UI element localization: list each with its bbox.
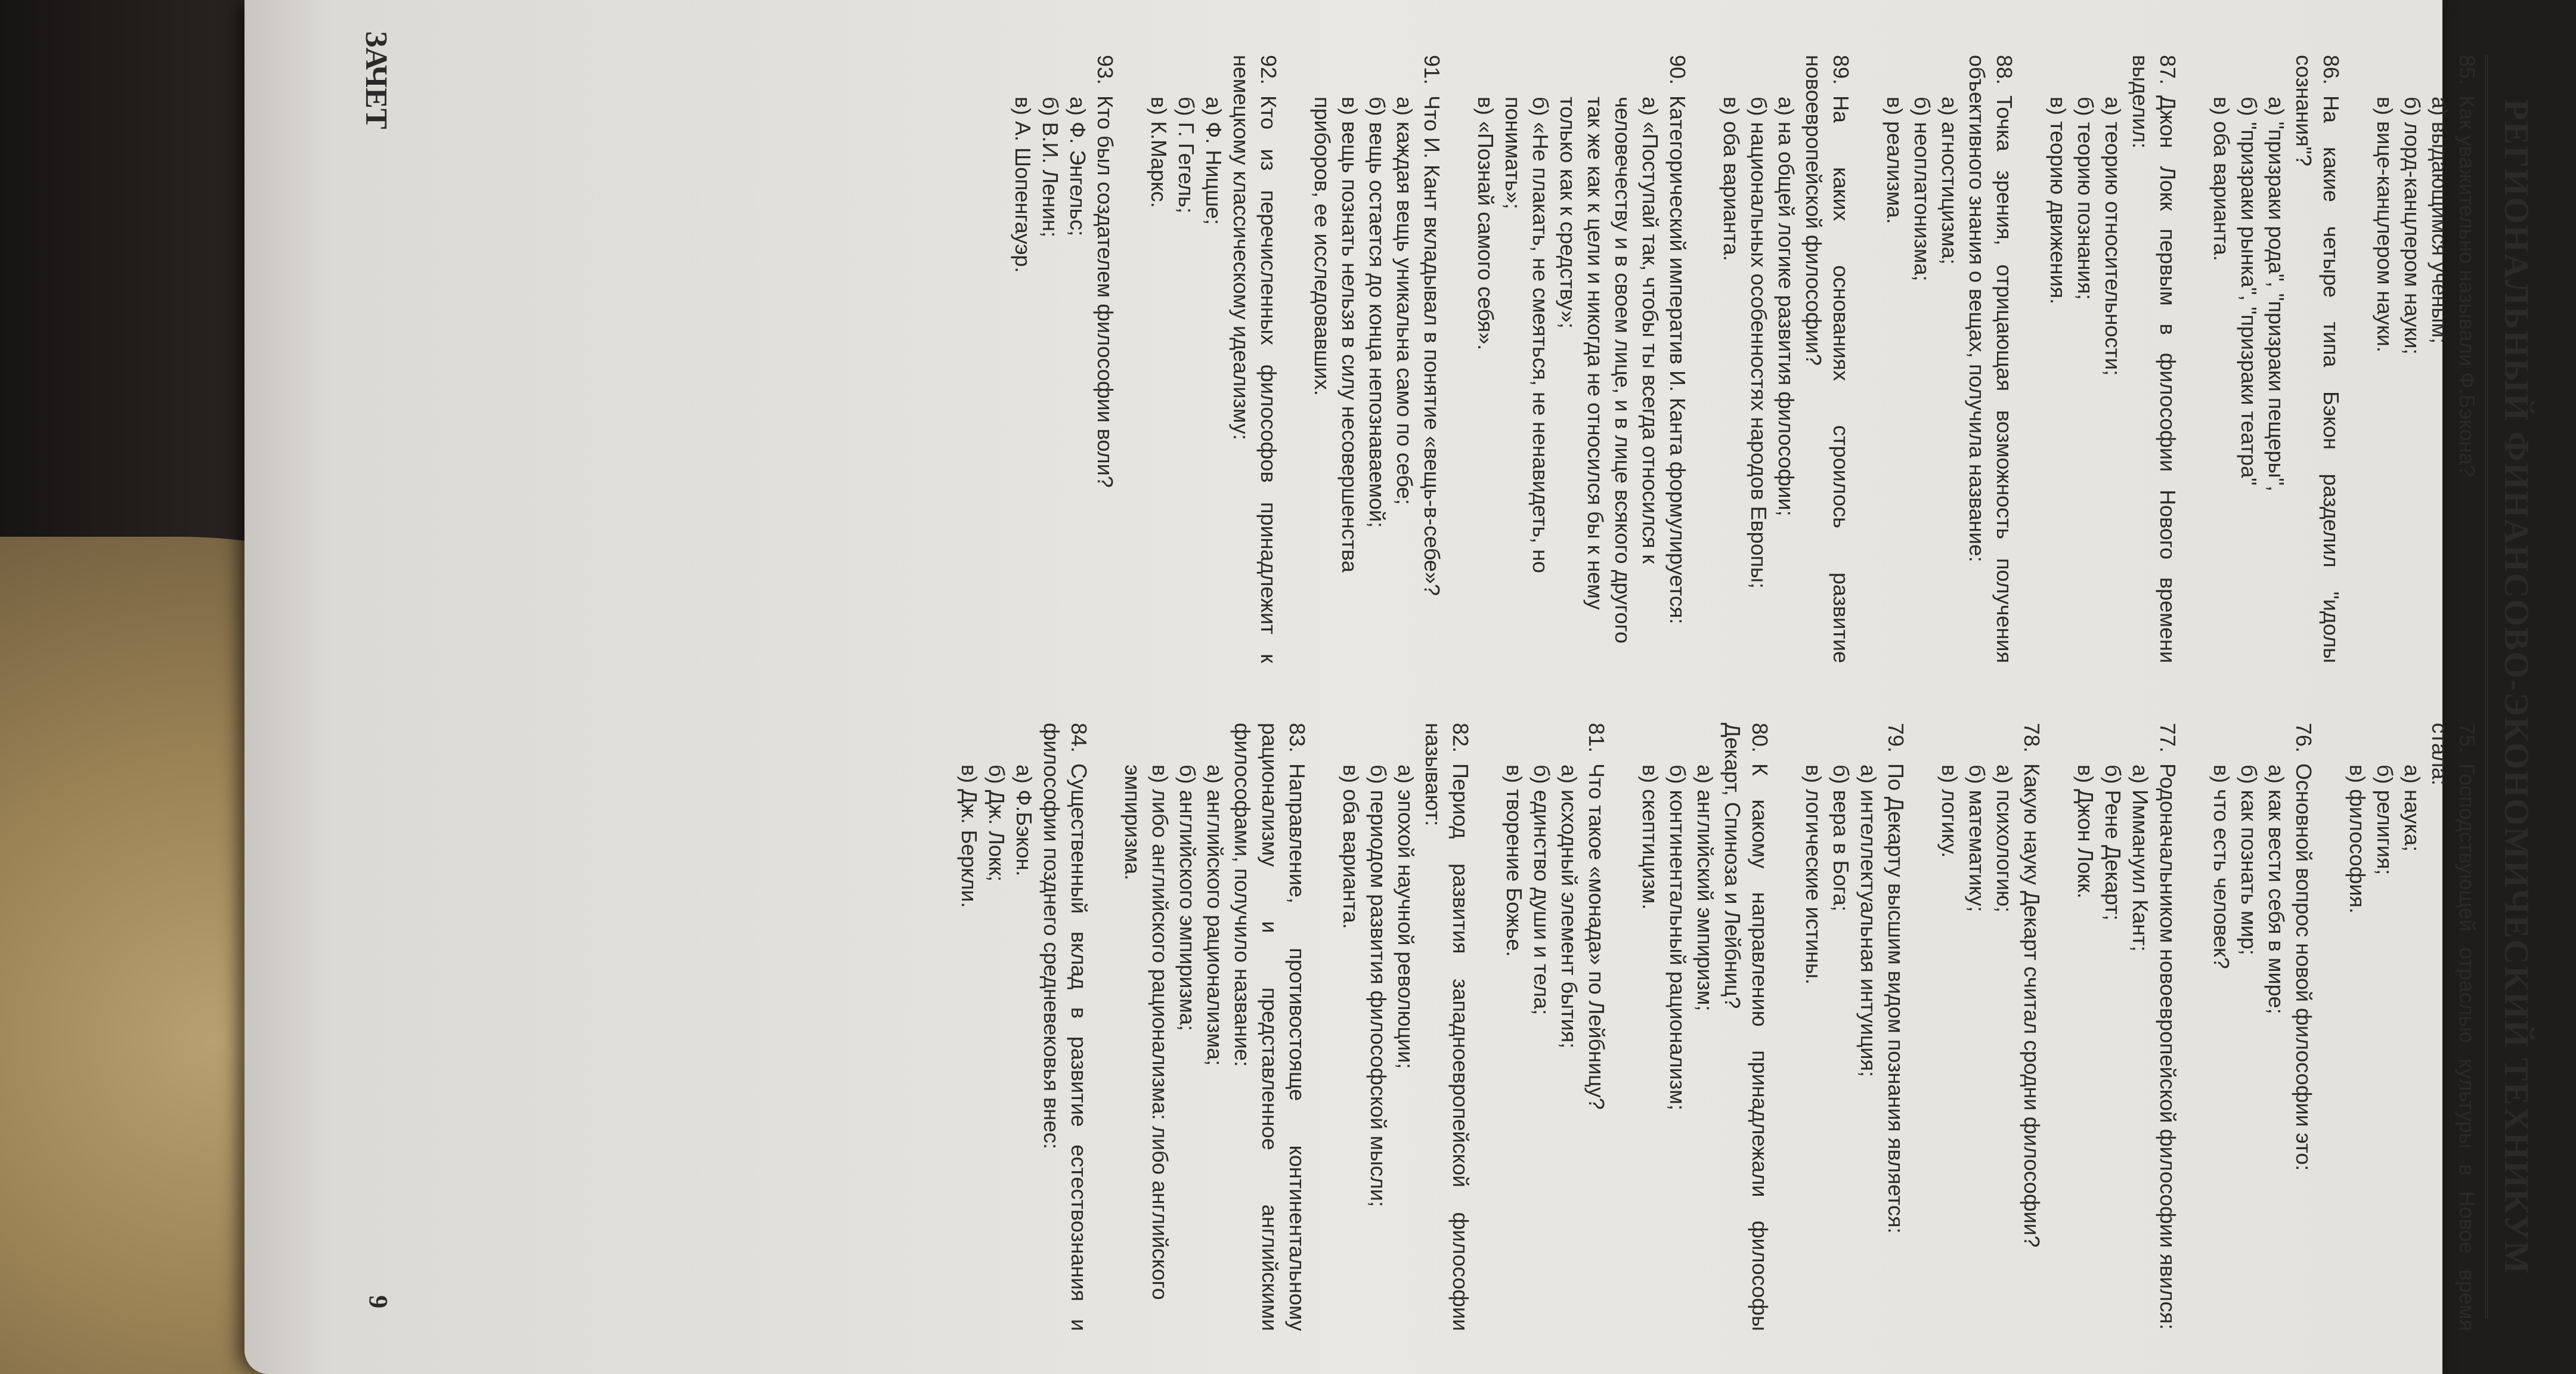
question-item — [955, 723, 1092, 1331]
question-text — [1583, 723, 1610, 1331]
answer-option: б) единство души и тела; — [1530, 765, 1554, 1016]
document-page — [244, 0, 2536, 1374]
answer-option: а) "призраки рода", "призраки пещеры", — [2264, 97, 2289, 492]
right-question-column — [983, 55, 2481, 663]
question-item — [1009, 55, 1119, 663]
question-prompt: Кто из перечисленных философов принадлежит к немецкому классическому идеализму: — [1229, 55, 1281, 663]
question-item — [1308, 55, 1445, 663]
section-label: ЗАЧЕТ — [359, 31, 393, 129]
answer-option: в) логику. — [1937, 765, 1962, 858]
answer-option: в) оба варианта. — [1339, 765, 1363, 929]
question-item — [1145, 55, 1282, 663]
question-text — [2290, 55, 2345, 663]
question-number: 87. — [2156, 55, 2180, 85]
answer-option: в) оба варианта. — [1719, 97, 1744, 261]
question-text — [2126, 55, 2181, 663]
answer-option: б) английского эмпиризма; — [1175, 765, 1200, 1031]
answer-option: б) неоплатонизма; — [1910, 97, 1934, 281]
question-item — [2044, 55, 2181, 663]
question-item — [1717, 55, 1854, 663]
page-header — [2485, 55, 2541, 1319]
question-number: 80. — [1748, 723, 1772, 753]
answer-option: в) Джон Локк. — [2073, 765, 2098, 899]
question-prompt: Направление, противостояще континентальному рационализму и представленное английскими философами, получило название: — [1230, 723, 1309, 1331]
answer-option: б) как познать мир; — [2237, 765, 2261, 955]
question-item — [2343, 723, 2481, 1331]
answer-option: б) лорд-канцлером науки; — [2400, 97, 2425, 355]
rotated-content — [322, 19, 2576, 1355]
answer-option: в) А. Шопенгауэр. — [1011, 97, 1035, 273]
question-prompt: Существенный вклад в развитие естествознания и философии позднего средневековья внес: — [1039, 723, 1091, 1331]
answer-option: б) математику; — [1965, 765, 1989, 912]
question-item — [2207, 55, 2345, 663]
question-text — [1882, 723, 1909, 1331]
answer-option: б) континентальный рационализм; — [1665, 765, 1690, 1110]
question-number: 86. — [2319, 55, 2343, 85]
answer-option: а) агностицизма; — [1937, 97, 1962, 265]
question-text — [1664, 55, 1691, 663]
answer-option: в) оба варианта. — [2209, 97, 2234, 261]
answer-option: а) исходный элемент бытия; — [1557, 765, 1581, 1049]
answer-option: б) периодом развития философской мысли; — [1366, 765, 1391, 1207]
question-number: 78. — [2020, 723, 2044, 753]
header-title: РЕГИОНАЛЬНЫЙ ФИНАНСОВО-ЭКОНОМИЧЕСКИЙ ТЕХНИКУМ — [2497, 99, 2536, 1275]
question-prompt: Точка зрения, отрицающая возможность получения объективного знания о вещах, получила название: — [1965, 55, 2017, 663]
answer-option: а) Ф. Энгельс; — [1066, 97, 1090, 237]
answer-option: в) что есть человек? — [2209, 765, 2234, 969]
answer-option: в) реализма. — [1883, 97, 1907, 224]
answer-option: б) Рене Декарт; — [2101, 765, 2125, 921]
question-number: 84. — [1067, 723, 1091, 753]
question-prompt: Господствующей отраслью культуры в Новое время стала: — [2428, 723, 2479, 1331]
answer-option: в) К.Маркс. — [1147, 97, 1171, 208]
answer-option: а) английского рационализма; — [1203, 765, 1227, 1066]
answer-option: в) логические истины. — [1801, 765, 1826, 985]
question-prompt: На каких основаниях строилось развитие новоевропейской философии? — [1801, 55, 1853, 663]
answer-option: а) Ф.Бэкон. — [1012, 765, 1036, 877]
question-text — [1091, 55, 1119, 663]
answer-option: а) английский эмпиризм; — [1693, 765, 1717, 1011]
question-item — [1472, 55, 1691, 663]
question-number: 89. — [1829, 55, 1853, 85]
question-number: 83. — [1285, 723, 1309, 753]
question-text — [1227, 55, 1282, 663]
answer-option: в) скептицизм. — [1638, 765, 1662, 910]
answer-option: б) вера в Бога; — [1829, 765, 1853, 912]
answer-option: в) Дж. Беркли. — [957, 765, 982, 908]
question-number: 77. — [2156, 723, 2180, 753]
question-prompt: Какую науку Декарт считал сродни философии? — [2020, 763, 2044, 1248]
question-number: 92. — [1256, 55, 1281, 85]
answer-option: в) вещь познать нельзя в силу несовершенства приборов, ее исследовавших. — [1310, 97, 1362, 573]
question-number: 85. — [2455, 55, 2479, 85]
question-prompt: Что И. Кант вкладывал в понятие «вещь-в-себе»? — [1420, 95, 1444, 596]
answer-option: а) интеллектуальная интуиция; — [1856, 765, 1881, 1077]
answer-option: а) психологию; — [1992, 765, 2017, 913]
answer-option: б) Г. Гегель; — [1174, 97, 1199, 213]
question-prompt: Категорический императив И. Канта формулируется: — [1665, 95, 1690, 624]
question-prompt: Как уважительно называли Ф.Бэкона? — [2455, 95, 2479, 477]
question-text — [2154, 723, 2181, 1331]
question-number: 79. — [1884, 723, 1908, 753]
question-item — [2207, 723, 2317, 1331]
answer-option: б) религия; — [2373, 765, 2397, 875]
question-prompt: К какому направлению принадлежали философы Декарт, Спиноза и Лейбниц? — [1720, 723, 1772, 1331]
answer-option: а) эпохой научной революции; — [1394, 765, 1418, 1069]
question-prompt: Родоначальником новоевропейской философии явился: — [2156, 763, 2180, 1330]
question-item — [2072, 723, 2181, 1331]
answer-option: б) вещь остается до конца непознаваемой; — [1365, 97, 1389, 528]
page-number: 9 — [364, 1295, 393, 1308]
question-number: 93. — [1093, 55, 1117, 85]
question-text — [1963, 55, 2018, 663]
question-text — [1038, 723, 1092, 1331]
answer-option: а) наука; — [2400, 765, 2425, 852]
question-item — [1119, 723, 1311, 1331]
answer-option: б) «Не плакать, не смеяться, не ненавидеть, но понимать»; — [1501, 97, 1553, 574]
question-text — [1719, 723, 1773, 1331]
answer-option: а) «Поступай так, чтобы ты всегда относился к человечеству и в своем лице, и в лице всякого другого так же как к цели и никогда не относился бы к нему только как к средству»; — [1556, 97, 1662, 643]
question-text — [2426, 723, 2481, 1331]
answer-option: в) либо английского рационализма: либо английского эмпиризма. — [1120, 765, 1172, 1300]
left-question-column — [929, 723, 2481, 1331]
answer-option: в) философия. — [2345, 765, 2370, 914]
question-prompt: По Декарту высшим видом познания является: — [1884, 763, 1908, 1234]
question-number: 90. — [1665, 55, 1690, 85]
question-number: 88. — [1992, 55, 2017, 85]
answer-option: а) Ф. Ницше; — [1202, 97, 1226, 225]
question-number: 91. — [1420, 55, 1444, 85]
question-item — [1800, 723, 1909, 1331]
answer-option: б) Дж. Локк; — [984, 765, 1009, 882]
question-item — [1936, 723, 2045, 1331]
answer-option: б) В.И. Ленин; — [1038, 97, 1063, 238]
question-text — [2290, 723, 2317, 1331]
answer-option: а) на общей логике развития философии; — [1774, 97, 1798, 516]
question-text — [1419, 723, 1474, 1331]
answer-option: в) «Познай самого себя». — [1473, 97, 1498, 351]
question-prompt: Основной вопрос новой философии это: — [2292, 763, 2316, 1171]
answer-option: в) вице-канцлером науки. — [2373, 97, 2397, 352]
answer-option: в) теорию движения. — [2046, 97, 2070, 305]
answer-option: а) Иммануил Кант; — [2128, 765, 2153, 952]
question-item — [1636, 723, 1773, 1331]
question-text — [2453, 55, 2481, 663]
answer-option: б) теорию познания; — [2073, 97, 2098, 300]
answer-option: а) каждая вещь уникальна само по себе; — [1392, 97, 1417, 505]
question-item — [1881, 55, 2018, 663]
question-prompt: Что такое «монада» по Лейбницу? — [1584, 763, 1609, 1110]
question-text — [1228, 723, 1311, 1331]
question-text — [2018, 723, 2045, 1331]
question-prompt: На какие четыре типа Бэкон разделил "идолы сознания"? — [2292, 55, 2343, 663]
question-item — [1500, 723, 1610, 1331]
question-number: 76. — [2292, 723, 2316, 753]
question-prompt: Период развития западноевропейской философии называют: — [1421, 723, 1473, 1331]
question-number: 81. — [1584, 723, 1609, 753]
answer-option: в) творение Божье. — [1502, 765, 1527, 957]
answer-option: а) выдающимся ученым; — [2428, 97, 2452, 344]
answer-option: а) как вести себя в мире; — [2264, 765, 2289, 1014]
answer-option: а) теорию относительности; — [2101, 97, 2125, 376]
question-item — [1337, 723, 1474, 1331]
question-text — [1418, 55, 1445, 663]
answer-option: б) "призраки рынка", "призраки театра" — [2237, 97, 2261, 486]
question-number: 75. — [2455, 723, 2479, 753]
question-prompt: Джон Локк первым в философии Нового времени выделил: — [2128, 55, 2180, 663]
question-text — [1800, 55, 1854, 663]
question-prompt: Кто был создателем философии воли? — [1093, 95, 1117, 488]
answer-option: б) национальных особенностях народов Европы; — [1747, 97, 1771, 589]
question-number: 82. — [1448, 723, 1473, 753]
question-item — [2371, 55, 2481, 663]
